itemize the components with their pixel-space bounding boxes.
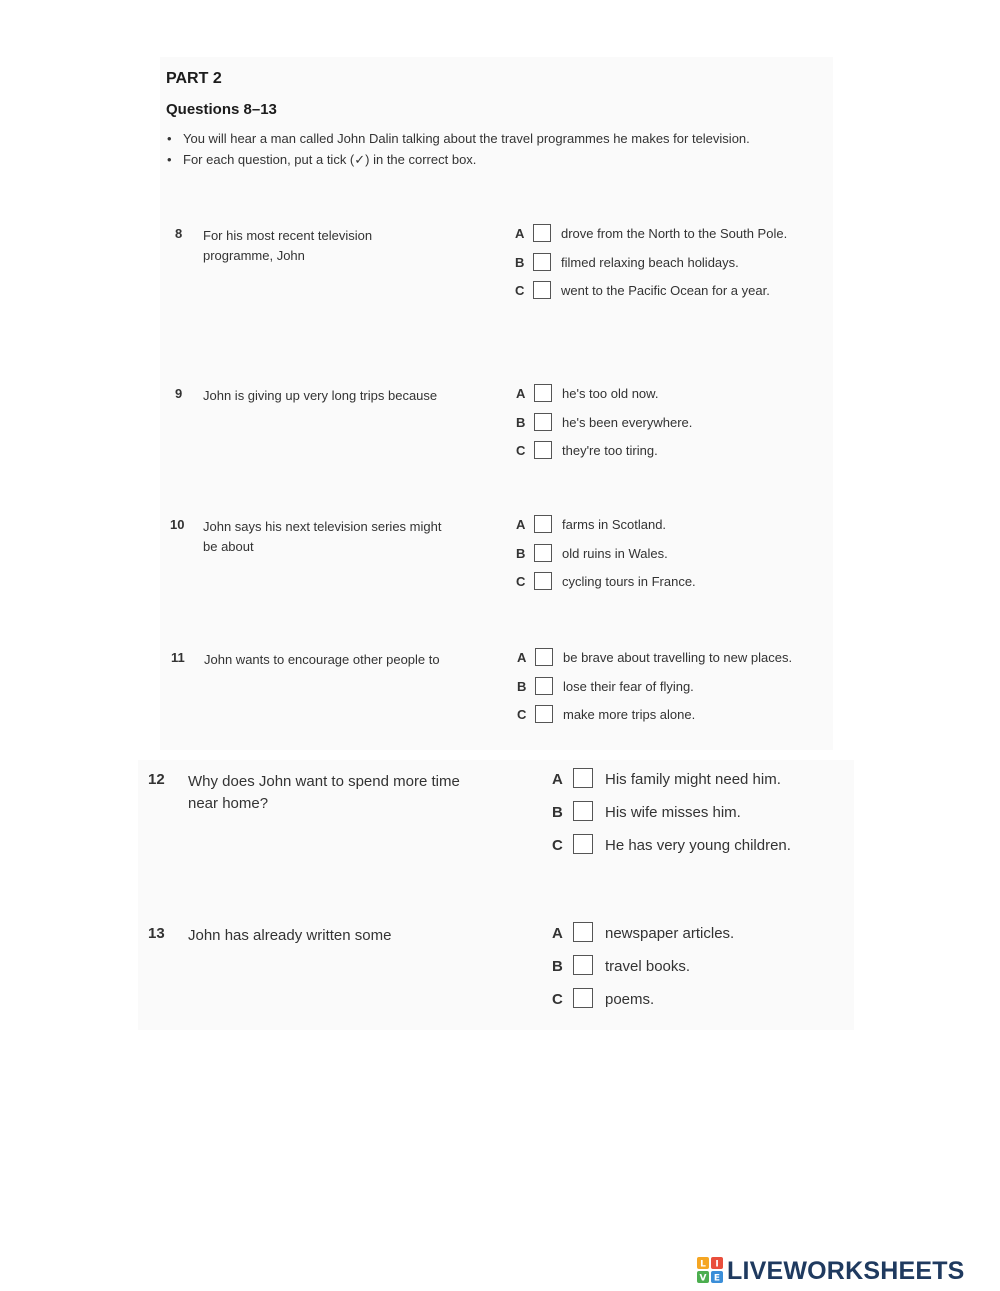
- answer-checkbox[interactable]: [534, 544, 552, 562]
- option-c[interactable]: [517, 707, 847, 736]
- option-text: He has very young children.: [605, 837, 791, 854]
- option-letter: C: [552, 837, 563, 854]
- option-a[interactable]: [515, 226, 845, 255]
- option-b[interactable]: [515, 255, 845, 284]
- option-text: he's been everywhere.: [562, 414, 693, 430]
- option-text: went to the Pacific Ocean for a year.: [561, 283, 770, 298]
- option-text: be brave about travelling to new places.: [563, 650, 793, 665]
- answer-options: [552, 925, 852, 1024]
- option-text: travel books.: [605, 958, 691, 975]
- option-letter: A: [517, 650, 527, 665]
- option-a[interactable]: [552, 925, 852, 958]
- question-text: John says his next television series might be about: [203, 519, 442, 554]
- answer-options: [552, 771, 852, 870]
- question-number: 8: [175, 226, 183, 241]
- answer-options: [517, 650, 847, 736]
- answer-options: [516, 386, 846, 472]
- question-number: 12: [148, 771, 165, 788]
- option-letter: B: [516, 545, 526, 561]
- option-a[interactable]: [552, 771, 852, 804]
- option-b[interactable]: [552, 958, 852, 991]
- question-text: For his most recent television programme, John: [203, 228, 373, 263]
- option-c[interactable]: [552, 991, 852, 1024]
- answer-checkbox[interactable]: [535, 677, 553, 695]
- answer-checkbox[interactable]: [534, 384, 552, 402]
- option-letter: B: [517, 678, 527, 694]
- option-letter: B: [516, 414, 526, 430]
- answer-checkbox[interactable]: [573, 988, 593, 1008]
- option-text: they're too tiring.: [562, 443, 658, 458]
- question-text: John wants to encourage other people to: [204, 652, 440, 667]
- option-b[interactable]: [516, 415, 846, 444]
- answer-checkbox[interactable]: [533, 253, 551, 271]
- liveworksheets-logo-mark: [697, 1257, 723, 1283]
- option-letter: A: [516, 517, 526, 532]
- question-text: John has already written some: [188, 927, 392, 944]
- svg-text:I: I: [715, 1259, 719, 1270]
- option-letter: C: [516, 443, 526, 458]
- option-letter: C: [517, 707, 527, 722]
- option-letter: A: [515, 226, 525, 241]
- answer-checkbox[interactable]: [535, 705, 553, 723]
- option-letter: A: [552, 771, 563, 788]
- answer-options: [515, 226, 845, 312]
- option-letter: A: [552, 925, 563, 942]
- option-text: old ruins in Wales.: [562, 545, 668, 561]
- option-text: His family might need him.: [605, 771, 781, 788]
- option-b[interactable]: [516, 546, 846, 575]
- option-a[interactable]: [516, 386, 846, 415]
- answer-checkbox[interactable]: [573, 922, 593, 942]
- svg-text:L: L: [700, 1259, 706, 1270]
- option-c[interactable]: [515, 283, 845, 312]
- answer-checkbox[interactable]: [573, 955, 593, 975]
- option-text: make more trips alone.: [563, 707, 696, 722]
- instructions-list: [166, 129, 786, 169]
- svg-text:V: V: [699, 1273, 707, 1283]
- answer-checkbox[interactable]: [533, 224, 551, 242]
- option-text: filmed relaxing beach holidays.: [561, 254, 739, 270]
- questions-range-title: Questions 8–13: [166, 101, 277, 118]
- instruction-item: • For each question, put a tick (✓) in the correct box.: [166, 150, 786, 169]
- question-number: 9: [175, 386, 183, 401]
- answer-checkbox[interactable]: [573, 768, 593, 788]
- option-c[interactable]: [516, 443, 846, 472]
- svg-text:E: E: [713, 1273, 721, 1283]
- answer-options: [516, 517, 846, 603]
- question-text: John is giving up very long trips because: [203, 388, 438, 403]
- question-number: 10: [170, 517, 185, 532]
- option-letter: C: [552, 991, 563, 1008]
- option-letter: B: [515, 254, 525, 270]
- option-text: poems.: [605, 991, 655, 1008]
- answer-checkbox[interactable]: [535, 648, 553, 666]
- answer-checkbox[interactable]: [534, 572, 552, 590]
- logo-text: LIVEWORKSHEETS: [727, 1257, 965, 1285]
- option-letter: C: [515, 283, 525, 298]
- answer-checkbox[interactable]: [533, 281, 551, 299]
- option-text: he's too old now.: [562, 386, 659, 401]
- option-letter: C: [516, 574, 526, 589]
- option-text: lose their fear of flying.: [563, 678, 694, 694]
- option-text: His wife misses him.: [605, 804, 741, 821]
- instruction-item: • You will hear a man called John Dalin talking about the travel programmes he makes for television.: [166, 129, 783, 148]
- answer-checkbox[interactable]: [573, 834, 593, 854]
- option-text: farms in Scotland.: [562, 517, 667, 532]
- option-text: drove from the North to the South Pole.: [561, 226, 788, 241]
- part-title: PART 2: [166, 70, 222, 87]
- option-letter: A: [516, 386, 526, 401]
- option-letter: B: [552, 804, 563, 821]
- option-letter: B: [552, 958, 563, 975]
- answer-checkbox[interactable]: [573, 801, 593, 821]
- option-a[interactable]: [516, 517, 846, 546]
- option-c[interactable]: [552, 837, 852, 870]
- answer-checkbox[interactable]: [534, 413, 552, 431]
- question-number: 11: [171, 650, 185, 665]
- question-text: Why does John want to spend more time near home?: [188, 773, 460, 812]
- question-number: 13: [148, 925, 165, 942]
- option-b[interactable]: [552, 804, 852, 837]
- option-a[interactable]: [517, 650, 847, 679]
- option-b[interactable]: [517, 679, 847, 708]
- option-c[interactable]: [516, 574, 846, 603]
- answer-checkbox[interactable]: [534, 441, 552, 459]
- option-text: newspaper articles.: [605, 925, 735, 942]
- option-text: cycling tours in France.: [562, 574, 696, 589]
- liveworksheets-logo: [697, 1255, 997, 1287]
- answer-checkbox[interactable]: [534, 515, 552, 533]
